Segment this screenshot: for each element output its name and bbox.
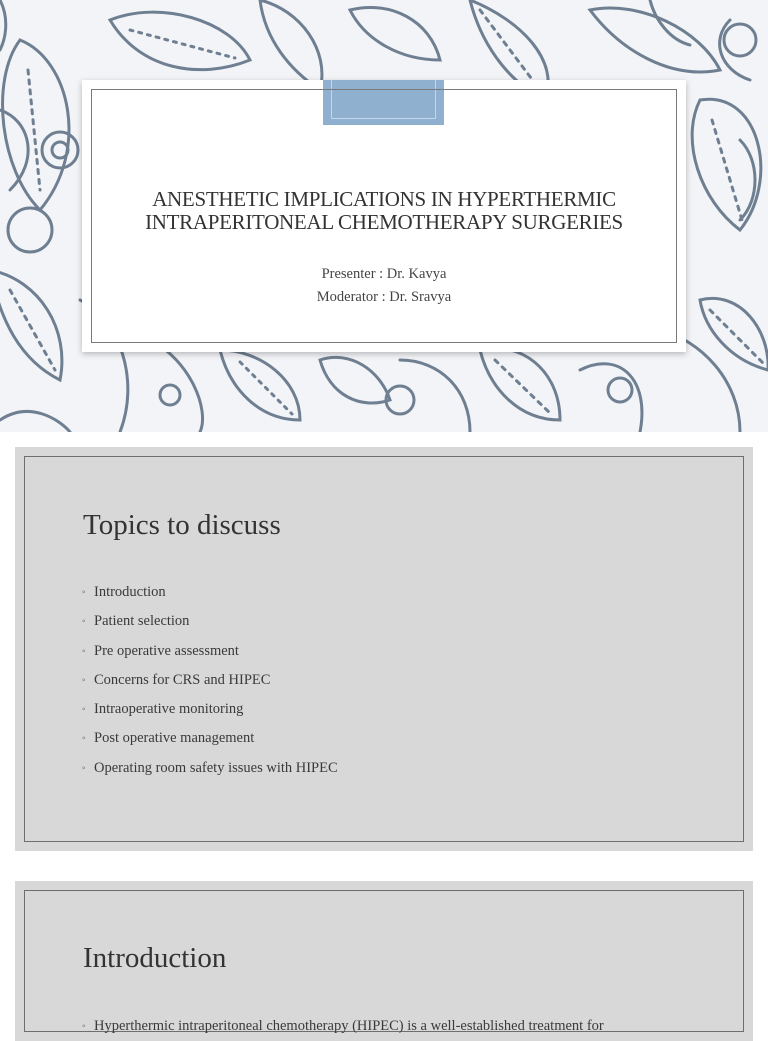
- list-item: ◦ Pre operative assessment: [82, 637, 338, 666]
- bullet-icon: ◦: [82, 704, 86, 716]
- introduction-slide: [15, 881, 753, 1041]
- title-slide: [0, 0, 768, 432]
- introduction-list: [82, 1012, 604, 1041]
- topics-list: [82, 578, 338, 783]
- bullet-icon: ◦: [82, 674, 86, 686]
- presenter-line: Presenter : Dr. Kavya: [321, 266, 447, 282]
- list-item: ◦ Introduction: [82, 578, 338, 607]
- list-item: ◦ Operating room safety issues with HIPEC: [82, 754, 338, 783]
- slide-heading: Topics to discuss: [83, 509, 281, 541]
- list-item: ◦ Post operative management: [82, 724, 338, 753]
- presentation-credits: [82, 263, 686, 309]
- moderator-line: Moderator : Dr. Sravya: [316, 289, 452, 305]
- list-item: ◦ Hyperthermic intraperitoneal chemotherapy (HIPEC) is a well-established treatment for: [82, 1012, 604, 1041]
- presentation-title: [82, 188, 686, 234]
- list-item: ◦ Intraoperative monitoring: [82, 695, 338, 724]
- list-item: ◦ Concerns for CRS and HIPEC: [82, 666, 338, 695]
- bullet-icon: ◦: [82, 587, 86, 598]
- bullet-icon: ◦: [82, 1021, 86, 1032]
- slide-frame: [24, 890, 744, 1032]
- title-card: [82, 80, 686, 352]
- presentation-title-line-1: ANESTHETIC IMPLICATIONS IN HYPERTHERMIC: [152, 187, 616, 211]
- bullet-icon: ◦: [82, 645, 86, 657]
- bullet-icon: ◦: [82, 616, 86, 628]
- bullet-icon: ◦: [82, 733, 86, 745]
- bullet-icon: ◦: [82, 762, 86, 774]
- slide-heading: Introduction: [83, 942, 227, 974]
- presentation-title-line-2: INTRAPERITONEAL CHEMOTHERAPY SURGERIES: [145, 210, 623, 234]
- list-item: ◦ Patient selection: [82, 607, 338, 636]
- topics-slide: [15, 447, 753, 851]
- slide-frame: [24, 456, 744, 842]
